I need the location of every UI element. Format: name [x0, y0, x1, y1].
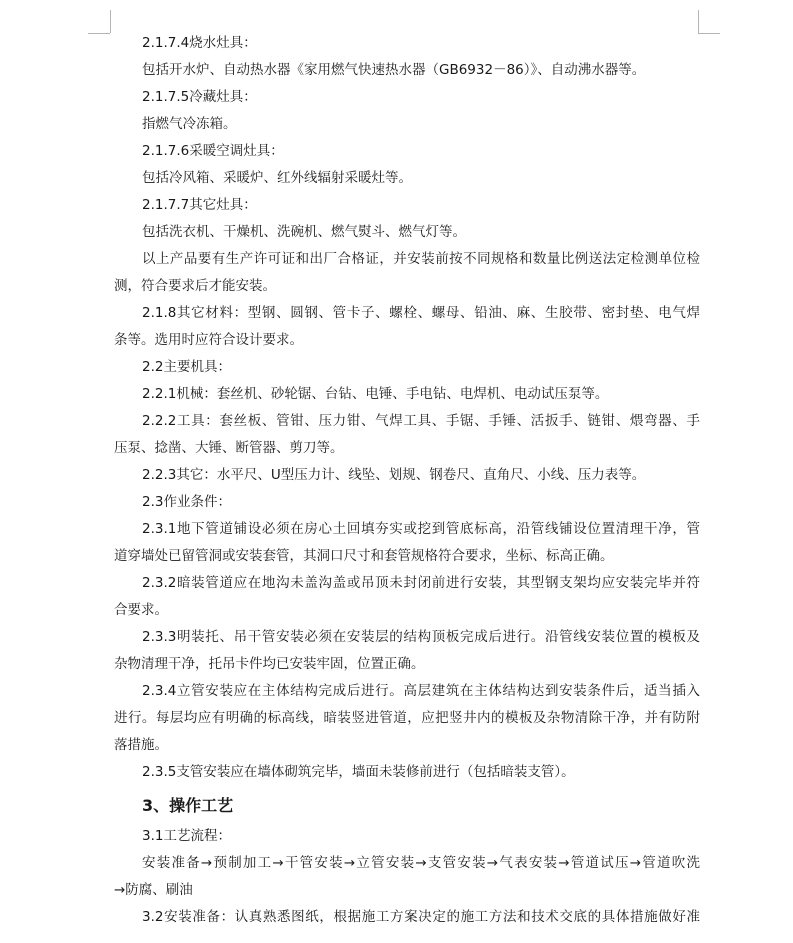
paragraph-line: 指燃气冷冻箱。 — [142, 116, 237, 132]
paragraph-line: 杂物清理干净，托吊卡件均已安装牢固，位置正确。 — [114, 656, 425, 672]
paragraph-line: 以上产品要有生产许可证和出厂合格证，并安装前按不同规格和数量比例送法定检测单位检 — [142, 251, 700, 267]
paragraph-line: 2.3.3明装托、吊干管安装必须在安装层的结构顶板完成后进行。沿管线安装位置的模板及 — [142, 629, 700, 645]
paragraph-line: 合要求。 — [114, 602, 168, 618]
crop-mark-top-left-vertical — [110, 10, 111, 33]
paragraph-line: 2.3.4立管安装应在主体结构完成后进行。高层建筑在主体结构达到安装条件后，适当插入 — [142, 683, 700, 699]
paragraph-line: 安装准备→预制加工→干管安装→立管安装→支管安装→气表安装→管道试压→管道吹洗 — [142, 855, 700, 871]
paragraph-line: 2.3.5支管安装应在墙体砌筑完毕，墙面未装修前进行（包括暗装支管）。 — [142, 764, 575, 780]
paragraph-line: 道穿墙处已留管洞或安装套管，其洞口尺寸和套管规格符合要求，坐标、标高正确。 — [114, 548, 614, 564]
paragraph-line: 3.2安装准备：认真熟悉图纸，根据施工方案决定的施工方法和技术交底的具体措施做好准 — [142, 909, 700, 925]
paragraph-line: 包括开水炉、自动热水器《家用燃气快速热水器（GB6932－86）》、自动沸水器等。 — [142, 62, 646, 78]
section-heading-2-2: 2.2主要机具： — [142, 359, 231, 375]
crop-mark-top-left-horizontal — [88, 33, 110, 34]
paragraph-line: 进行。每层均应有明确的标高线，暗装竖进管道，应把竖井内的模板及杂物清除干净，并有防附 — [114, 710, 700, 726]
chapter-heading-3: 3、操作工艺 — [142, 796, 234, 815]
paragraph-line: 落措施。 — [114, 737, 168, 753]
section-heading-2-1-7-7: 2.1.7.7其它灶具： — [142, 197, 257, 213]
section-heading-2-3: 2.3作业条件： — [142, 494, 231, 510]
paragraph-line: 包括冷风箱、采暖炉、红外线辐射采暖灶等。 — [142, 170, 412, 186]
paragraph-line: 测，符合要求后才能安装。 — [114, 278, 276, 294]
section-heading-3-1: 3.1工艺流程： — [142, 828, 231, 844]
paragraph-line: 2.2.2工具：套丝板、管钳、压力钳、气焊工具、手锯、手锤、活扳手、链钳、煨弯器、手 — [142, 413, 700, 429]
paragraph-line: 条等。选用时应符合设计要求。 — [114, 332, 303, 348]
paragraph-line: →防腐、刷油 — [114, 882, 193, 898]
paragraph-line: 2.2.3其它：水平尺、U型压力计、线坠、划规、钢卷尺、直角尺、小线、压力表等。 — [142, 467, 646, 483]
paragraph-line: 2.2.1机械：套丝机、砂轮锯、台钻、电锤、手电钻、电焊机、电动试压泵等。 — [142, 386, 609, 402]
paragraph-line: 2.1.8其它材料：型钢、圆钢、管卡子、螺栓、螺母、铅油、麻、生胶带、密封垫、电气焊 — [142, 305, 700, 321]
section-heading-2-1-7-6: 2.1.7.6采暖空调灶具： — [142, 143, 284, 159]
section-heading-2-1-7-5: 2.1.7.5冷藏灶具： — [142, 89, 257, 105]
paragraph-line: 2.3.1地下管道铺设必须在房心土回填夯实或挖到管底标高，沿管线铺设位置清理干净，管 — [142, 521, 700, 537]
paragraph-line: 包括洗衣机、干燥机、洗碗机、燃气熨斗、燃气灯等。 — [142, 224, 466, 240]
crop-mark-top-right-vertical — [698, 10, 699, 33]
paragraph-line: 压泵、捻凿、大锤、断管器、剪刀等。 — [114, 440, 344, 456]
section-heading-2-1-7-4: 2.1.7.4烧水灶具： — [142, 35, 257, 51]
paragraph-line: 2.3.2暗装管道应在地沟未盖沟盖或吊顶未封闭前进行安装，其型钢支架均应安装完毕并符 — [142, 575, 700, 591]
